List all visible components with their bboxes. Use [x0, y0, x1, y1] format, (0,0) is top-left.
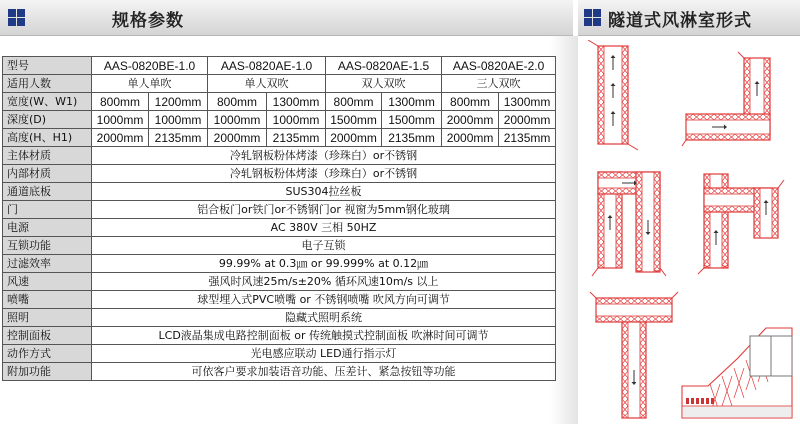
grid-squares-icon [584, 9, 601, 26]
spec-table [2, 56, 556, 381]
table-row-width [3, 93, 556, 111]
row-label: 照明 [3, 309, 92, 327]
forms-title: 隧道式风淋室形式 [608, 11, 752, 31]
table-row-spec [3, 219, 556, 237]
z-shaped-tunnel-diagram [698, 174, 784, 274]
depth-cell: 1000mm [92, 111, 149, 129]
model-cell: AAS-0820BE-1.0 [92, 57, 208, 75]
width-cell: 800mm [208, 93, 267, 111]
table-row-spec [3, 273, 556, 291]
persons-cell: 单人单吹 [92, 75, 208, 93]
forms-header-bar [578, 0, 800, 36]
depth-cell: 1000mm [267, 111, 326, 129]
table-row-model [3, 57, 556, 75]
table-row-height [3, 129, 556, 147]
model-cell: AAS-0820AE-2.0 [442, 57, 556, 75]
row-label: 门 [3, 201, 92, 219]
height-cell: 2135mm [499, 129, 556, 147]
row-value: 铝合板门or铁门or不锈钢门or 视窗为5mm钢化玻璃 [92, 201, 556, 219]
table-row-spec [3, 291, 556, 309]
spec-title: 规格参数 [112, 11, 184, 31]
row-value: SUS304拉丝板 [92, 183, 556, 201]
row-value: 强风时风速25m/s±20% 循环风速10m/s 以上 [92, 273, 556, 291]
table-row-spec [3, 255, 556, 273]
table-row-spec [3, 183, 556, 201]
model-cell: AAS-0820AE-1.5 [326, 57, 442, 75]
width-cell: 1300mm [382, 93, 442, 111]
row-value: AC 380V 三相 50HZ [92, 219, 556, 237]
row-label: 附加功能 [3, 363, 92, 381]
row-label: 风速 [3, 273, 92, 291]
width-cell: 1300mm [267, 93, 326, 111]
width-cell: 1200mm [149, 93, 208, 111]
row-label: 型号 [3, 57, 92, 75]
row-label: 互锁功能 [3, 237, 92, 255]
row-value: 隐藏式照明系统 [92, 309, 556, 327]
row-label: 宽度(W、W1) [3, 93, 92, 111]
persons-cell: 双人双吹 [326, 75, 442, 93]
depth-cell: 2000mm [442, 111, 499, 129]
height-cell: 2135mm [382, 129, 442, 147]
row-label: 过滤效率 [3, 255, 92, 273]
straight-tunnel-diagram [588, 40, 638, 150]
height-cell: 2000mm [442, 129, 499, 147]
diagram-canvas [586, 40, 800, 424]
row-label: 电源 [3, 219, 92, 237]
width-cell: 800mm [442, 93, 499, 111]
spec-header-bar [0, 0, 573, 36]
height-cell: 2000mm [208, 129, 267, 147]
row-value: 冷轧钢板粉体烤漆（珍珠白）or不锈钢 [92, 165, 556, 183]
row-value: 可依客户要求加装语音功能、压差计、紧急按钮等功能 [92, 363, 556, 381]
height-cell: 2000mm [92, 129, 149, 147]
table-row-spec [3, 327, 556, 345]
table-row-spec [3, 201, 556, 219]
row-value: 光电感应联动 LED通行指示灯 [92, 345, 556, 363]
row-value: 电子互锁 [92, 237, 556, 255]
depth-cell: 1000mm [208, 111, 267, 129]
persons-cell: 三人双吹 [442, 75, 556, 93]
width-cell: 1300mm [499, 93, 556, 111]
tunnel-diagrams [586, 40, 800, 424]
depth-cell: 1500mm [382, 111, 442, 129]
row-value: LCD液晶集成电路控制面板 or 传统触摸式控制面板 吹淋时间可调节 [92, 327, 556, 345]
height-cell: 2000mm [326, 129, 382, 147]
u-shaped-tunnel-diagram [592, 172, 666, 276]
table-row-depth [3, 111, 556, 129]
table-row-spec [3, 165, 556, 183]
t-shaped-tunnel-diagram [590, 292, 678, 418]
table-row-spec [3, 363, 556, 381]
grid-squares-icon [8, 9, 25, 26]
table-row-persons [3, 75, 556, 93]
row-value: 冷轧钢板粉体烤漆（珍珠白）or不锈钢 [92, 147, 556, 165]
table-row-spec [3, 309, 556, 327]
width-cell: 800mm [326, 93, 382, 111]
row-label: 高度(H、H1) [3, 129, 92, 147]
row-label: 控制面板 [3, 327, 92, 345]
row-label: 主体材质 [3, 147, 92, 165]
height-cell: 2135mm [149, 129, 208, 147]
stair-tunnel-diagram [682, 328, 792, 418]
depth-cell: 1000mm [149, 111, 208, 129]
row-value: 球型埋入式PVC喷嘴 or 不锈钢喷嘴 吹风方向可调节 [92, 291, 556, 309]
persons-cell: 单人双吹 [208, 75, 326, 93]
row-label: 适用人数 [3, 75, 92, 93]
width-cell: 800mm [92, 93, 149, 111]
row-value: 99.99% at 0.3㎛ or 99.999% at 0.12㎛ [92, 255, 556, 273]
row-label: 深度(D) [3, 111, 92, 129]
row-label: 通道底板 [3, 183, 92, 201]
table-row-spec [3, 345, 556, 363]
table-row-spec [3, 237, 556, 255]
height-cell: 2135mm [267, 129, 326, 147]
table-row-spec [3, 147, 556, 165]
depth-cell: 2000mm [499, 111, 556, 129]
row-label: 内部材质 [3, 165, 92, 183]
model-cell: AAS-0820AE-1.0 [208, 57, 326, 75]
l-shaped-tunnel-diagram [682, 52, 770, 146]
row-label: 喷嘴 [3, 291, 92, 309]
row-label: 动作方式 [3, 345, 92, 363]
depth-cell: 1500mm [326, 111, 382, 129]
